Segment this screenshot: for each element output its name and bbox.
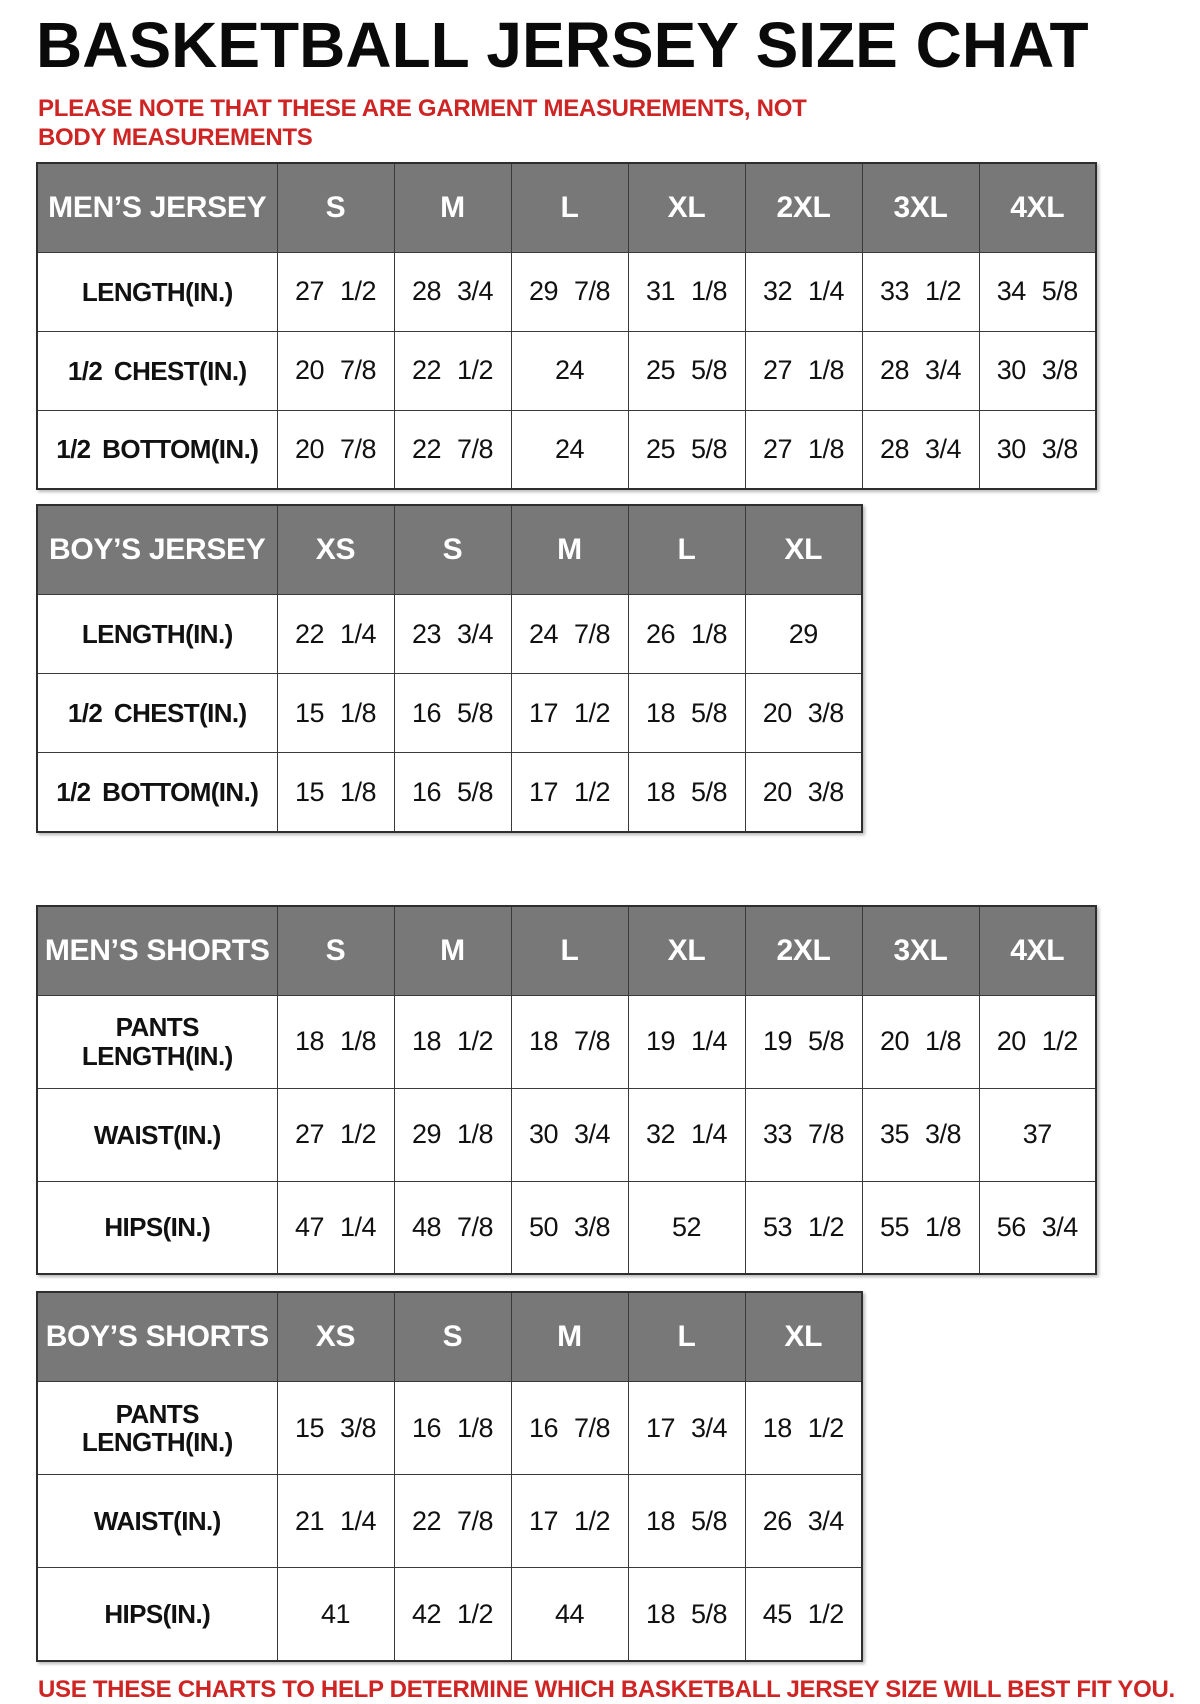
- value-cell: 20 1/8: [862, 995, 979, 1088]
- value-cell: 44: [511, 1568, 628, 1661]
- size-header-cell: M: [511, 1292, 628, 1382]
- value-cell: 42 1/2: [394, 1568, 511, 1661]
- value-cell: 22 1/2: [394, 331, 511, 410]
- row-label-cell: PANTS LENGTH(IN.): [37, 1382, 277, 1475]
- value-cell: 20 7/8: [277, 331, 394, 410]
- value-cell: 22 7/8: [394, 410, 511, 489]
- value-cell: 27 1/2: [277, 252, 394, 331]
- row-label-cell: 1/2 BOTTOM(IN.): [37, 410, 277, 489]
- value-cell: 52: [628, 1181, 745, 1274]
- value-cell: 15 1/8: [277, 674, 394, 753]
- value-cell: 25 5/8: [628, 331, 745, 410]
- size-header-cell: XS: [277, 505, 394, 595]
- value-cell: 28 3/4: [862, 410, 979, 489]
- value-cell: 32 1/4: [745, 252, 862, 331]
- size-header-cell: L: [628, 1292, 745, 1382]
- row-label-cell: HIPS(IN.): [37, 1181, 277, 1274]
- value-cell: 23 3/4: [394, 595, 511, 674]
- table-header-row: [37, 505, 862, 595]
- table-title-cell: BOY’S JERSEY: [37, 505, 277, 595]
- table-title-cell: MEN’S SHORTS: [37, 906, 277, 996]
- value-cell: 48 7/8: [394, 1181, 511, 1274]
- value-cell: 30 3/8: [979, 410, 1096, 489]
- value-cell: 22 7/8: [394, 1475, 511, 1568]
- measurement-row: [37, 1382, 862, 1475]
- size-header-cell: S: [394, 505, 511, 595]
- size-header-cell: L: [628, 505, 745, 595]
- size-header-cell: XL: [745, 1292, 862, 1382]
- value-cell: 18 1/2: [745, 1382, 862, 1475]
- table-header-row: [37, 1292, 862, 1382]
- table-header-row: [37, 906, 1096, 996]
- value-cell: 27 1/8: [745, 410, 862, 489]
- value-cell: 15 3/8: [277, 1382, 394, 1475]
- value-cell: 26 1/8: [628, 595, 745, 674]
- size-header-cell: 4XL: [979, 906, 1096, 996]
- value-cell: 45 1/2: [745, 1568, 862, 1661]
- page-title: BASKETBALL JERSEY SIZE CHAT: [36, 9, 1089, 81]
- size-table-boy-s-shorts: [36, 1291, 863, 1662]
- size-header-cell: XL: [628, 906, 745, 996]
- value-cell: 20 7/8: [277, 410, 394, 489]
- value-cell: 47 1/4: [277, 1181, 394, 1274]
- value-cell: 18 5/8: [628, 753, 745, 832]
- row-label-cell: LENGTH(IN.): [37, 595, 277, 674]
- value-cell: 26 3/4: [745, 1475, 862, 1568]
- measurement-row: [37, 674, 862, 753]
- size-header-cell: S: [394, 1292, 511, 1382]
- value-cell: 30 3/8: [979, 331, 1096, 410]
- value-cell: 29 1/8: [394, 1088, 511, 1181]
- measurement-row: [37, 1475, 862, 1568]
- size-header-cell: 3XL: [862, 163, 979, 253]
- value-cell: 19 1/4: [628, 995, 745, 1088]
- row-label-cell: PANTS LENGTH(IN.): [37, 995, 277, 1088]
- value-cell: 50 3/8: [511, 1181, 628, 1274]
- value-cell: 17 1/2: [511, 674, 628, 753]
- value-cell: 24: [511, 331, 628, 410]
- value-cell: 18 1/2: [394, 995, 511, 1088]
- value-cell: 24 7/8: [511, 595, 628, 674]
- value-cell: 27 1/2: [277, 1088, 394, 1181]
- value-cell: 21 1/4: [277, 1475, 394, 1568]
- measurement-row: [37, 252, 1096, 331]
- value-cell: 20 3/8: [745, 753, 862, 832]
- row-label-cell: HIPS(IN.): [37, 1568, 277, 1661]
- size-header-cell: M: [394, 906, 511, 996]
- size-table-men-s-shorts: [36, 905, 1097, 1276]
- value-cell: 19 5/8: [745, 995, 862, 1088]
- value-cell: 18 5/8: [628, 1568, 745, 1661]
- value-cell: 17 1/2: [511, 1475, 628, 1568]
- size-header-cell: 4XL: [979, 163, 1096, 253]
- value-cell: 30 3/4: [511, 1088, 628, 1181]
- table-title-cell: MEN’S JERSEY: [37, 163, 277, 253]
- value-cell: 25 5/8: [628, 410, 745, 489]
- measurement-row: [37, 331, 1096, 410]
- measurement-row: [37, 1088, 1096, 1181]
- row-label-cell: 1/2 CHEST(IN.): [37, 331, 277, 410]
- row-label-cell: LENGTH(IN.): [37, 252, 277, 331]
- size-header-cell: L: [511, 906, 628, 996]
- size-header-cell: XL: [745, 505, 862, 595]
- size-table-men-s-jersey: [36, 162, 1097, 491]
- row-label-cell: WAIST(IN.): [37, 1088, 277, 1181]
- value-cell: 18 5/8: [628, 1475, 745, 1568]
- row-label-cell: 1/2 BOTTOM(IN.): [37, 753, 277, 832]
- value-cell: 29: [745, 595, 862, 674]
- value-cell: 16 5/8: [394, 753, 511, 832]
- value-cell: 20 3/8: [745, 674, 862, 753]
- size-header-cell: XL: [628, 163, 745, 253]
- value-cell: 22 1/4: [277, 595, 394, 674]
- measurement-row: [37, 595, 862, 674]
- size-header-cell: S: [277, 906, 394, 996]
- size-header-cell: M: [394, 163, 511, 253]
- value-cell: 53 1/2: [745, 1181, 862, 1274]
- value-cell: 17 3/4: [628, 1382, 745, 1475]
- value-cell: 16 1/8: [394, 1382, 511, 1475]
- value-cell: 32 1/4: [628, 1088, 745, 1181]
- row-label-cell: 1/2 CHEST(IN.): [37, 674, 277, 753]
- value-cell: 28 3/4: [862, 331, 979, 410]
- size-header-cell: 2XL: [745, 906, 862, 996]
- value-cell: 15 1/8: [277, 753, 394, 832]
- value-cell: 28 3/4: [394, 252, 511, 331]
- value-cell: 37: [979, 1088, 1096, 1181]
- value-cell: 31 1/8: [628, 252, 745, 331]
- garment-measurement-note: PLEASE NOTE THAT THESE ARE GARMENT MEASUREMENTS, NOT BODY MEASUREMENTS: [38, 95, 807, 151]
- value-cell: 33 7/8: [745, 1088, 862, 1181]
- measurement-row: [37, 1181, 1096, 1274]
- size-header-cell: 2XL: [745, 163, 862, 253]
- value-cell: 16 5/8: [394, 674, 511, 753]
- value-cell: 20 1/2: [979, 995, 1096, 1088]
- measurement-row: [37, 995, 1096, 1088]
- size-header-cell: S: [277, 163, 394, 253]
- size-header-cell: M: [511, 505, 628, 595]
- value-cell: 24: [511, 410, 628, 489]
- value-cell: 17 1/2: [511, 753, 628, 832]
- size-tables-container: [36, 162, 1200, 1662]
- value-cell: 29 7/8: [511, 252, 628, 331]
- size-header-cell: XS: [277, 1292, 394, 1382]
- measurement-row: [37, 1568, 862, 1661]
- value-cell: 35 3/8: [862, 1088, 979, 1181]
- value-cell: 16 7/8: [511, 1382, 628, 1475]
- fit-advice-note: USE THESE CHARTS TO HELP DETERMINE WHICH BASKETBALL JERSEY SIZE WILL BEST FIT YOU.: [38, 1675, 1175, 1703]
- size-header-cell: L: [511, 163, 628, 253]
- row-label-cell: WAIST(IN.): [37, 1475, 277, 1568]
- value-cell: 18 1/8: [277, 995, 394, 1088]
- value-cell: 56 3/4: [979, 1181, 1096, 1274]
- size-header-cell: 3XL: [862, 906, 979, 996]
- value-cell: 27 1/8: [745, 331, 862, 410]
- measurement-row: [37, 410, 1096, 489]
- value-cell: 18 7/8: [511, 995, 628, 1088]
- measurement-row: [37, 753, 862, 832]
- value-cell: 33 1/2: [862, 252, 979, 331]
- table-header-row: [37, 163, 1096, 253]
- table-title-cell: BOY’S SHORTS: [37, 1292, 277, 1382]
- value-cell: 41: [277, 1568, 394, 1661]
- value-cell: 55 1/8: [862, 1181, 979, 1274]
- size-table-boy-s-jersey: [36, 504, 863, 833]
- value-cell: 18 5/8: [628, 674, 745, 753]
- value-cell: 34 5/8: [979, 252, 1096, 331]
